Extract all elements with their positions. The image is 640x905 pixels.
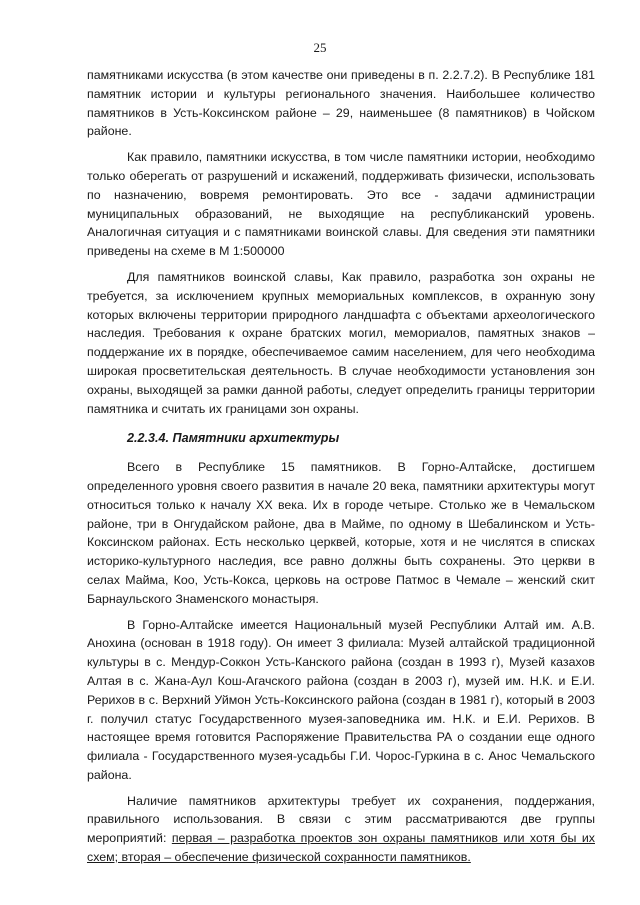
paragraph-6-underlined-text: первая – разработка проектов зон охраны памятников или хотя бы их схем; вторая – обеспечение физической сохранности памятников.	[87, 831, 595, 865]
page-number: 25	[313, 40, 327, 55]
paragraph-2: Как правило, памятники искусства, в том числе памятники истории, необходимо только оберегать от разрушений и искажений, поддерживать физически, использовать по назначению, вовремя ремонтировать. Это все - задачи администрации муниципальных образований, не выходящие на республиканский уровень. Аналогичная ситуация и с памятниками воинской славы. Для сведения эти памятники приведены на схеме в М 1:500000	[87, 150, 595, 259]
paragraph-1: памятниками искусства (в этом качестве они приведены в п. 2.2.7.2). В Республике 181 памятник истории и культуры регионального значения. Наибольшее количество памятников в Усть-Коксинском районе – 29, наименьшее (8 памятников) в Чойском районе.	[87, 68, 595, 139]
paragraph-6	[87, 792, 595, 867]
paragraph-3: Для памятников воинской славы, Как правило, разработка зон охраны не требуется, за исключением крупных мемориальных комплексов, в охранную зону которых включены территории природного ландшафта с объектами археологического наследия. Требования к охране братских могил, мемориалов, памятных знаков – поддержание их в порядке, обеспечиваемое самим населением, для чего необходима широкая просветительская деятельность. В случае необходимости установления зон охраны, выходящей за рамки данной работы, следует определить границы территории памятника и считать их границами зон охраны.	[87, 269, 595, 416]
paragraph-6-text: Наличие памятников архитектуры требует их сохранения, поддержания, правильного использования. В связи с этим рассматриваются две группы мероприятий:	[87, 793, 595, 846]
section-heading: 2.2.3.4. Памятники архитектуры	[127, 431, 340, 446]
paragraph-4: Всего в Республике 15 памятников. В Горно-Алтайске, достигшем определенного уровня своего развития в начале 20 века, памятники архитектуры могут относиться только к началу XX века. Их в городе четыре. Столько же в Чемальском районе, три в Онгудайском районе, два в Майме, по одному в Шебалинском и Усть-Коксинском районах. Есть несколько церквей, которые, хотя и не числятся в списках историко-культурного наследия, все равно должны быть сохранены. Это церкви в селах Майма, Коо, Усть-Кокса, церковь на острове Патмос в Чемале – женский скит Барнаульского Знаменского монастыря.	[87, 460, 595, 606]
paragraph-5: В Горно-Алтайске имеется Национальный музей Республики Алтай им. А.В. Анохина (основан в 1918 году). Он имеет 3 филиала: Музей алтайской традиционной культуры в с. Мендур-Соккон Усть-Канского района (создан в 1993 г), Музей казахов Алтая в с. Жана-Аул Кош-Агачского района (создан в 2003 г), музей им. Н.К. и Е.И. Рерихов в с. Верхний Уймон Усть-Коксинского района (создан в 1981 г), который в 2003 г. получил статус Государственного музея-заповедника им. Н.К. и Е.И. Рерихов. В настоящее время готовится Распоряжение Правительства РА о создании еще одного филиала - Государственного музея-усадьбы Г.И. Чорос-Гуркина в с. Анос Чемальского района.	[87, 617, 595, 782]
document-body	[87, 66, 595, 874]
